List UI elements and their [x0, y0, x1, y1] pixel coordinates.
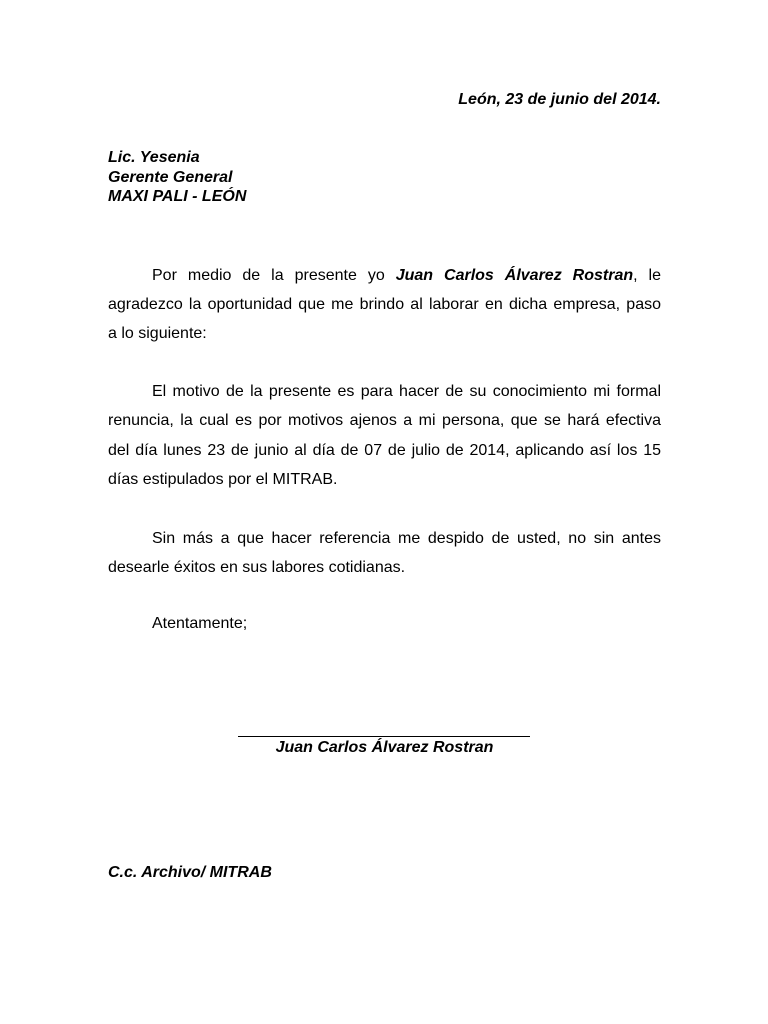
sender-name-inline: Juan Carlos Álvarez Rostran — [395, 267, 634, 284]
paragraph-3-line-2: desearle éxitos en sus labores cotidianas. — [108, 559, 406, 576]
paragraph-2-line-4: días estipulados por el MITRAB. — [108, 470, 338, 488]
recipient-name: Lic. Yesenia — [108, 149, 200, 166]
carbon-copy-note: C.c. Archivo/ MITRAB — [108, 864, 272, 881]
signature-name: Juan Carlos Álvarez Rostran — [275, 739, 494, 756]
paragraph-1 — [108, 261, 661, 348]
paragraph-1-line-2: agradezco la oportunidad que me brindo al laborar en dicha empresa, paso — [108, 296, 661, 313]
paragraph-1-line-1 — [108, 261, 661, 290]
paragraph-2-line-2: renuncia, la cual es por motivos ajenos a mi persona, que se hará efectiva — [108, 412, 661, 430]
paragraph-1-intro-text: Por medio de la presente yo — [152, 267, 385, 284]
paragraph-2 — [108, 377, 661, 494]
paragraph-3-line-1: Sin más a que hacer referencia me despido de usted, no sin antes — [152, 530, 661, 547]
paragraph-1-after-name-text: , le — [633, 267, 661, 284]
place-date: León, 23 de junio del 2014. — [458, 91, 661, 108]
recipient-block — [108, 148, 661, 207]
paragraph-2-line-1: El motivo de la presente es para hacer de su conocimiento mi formal — [152, 383, 661, 400]
paragraph-3 — [108, 524, 661, 582]
paragraph-2-line-3: del día lunes 23 de junio al día de 07 de julio de 2014, aplicando así los 15 — [108, 441, 661, 459]
signature-line — [238, 736, 530, 737]
recipient-title: Gerente General — [108, 168, 233, 186]
closing-salutation: Atentamente; — [152, 615, 248, 632]
paragraph-1-line-3: a lo siguiente: — [108, 325, 207, 342]
recipient-company: MAXI PALI - LEÓN — [108, 188, 247, 205]
